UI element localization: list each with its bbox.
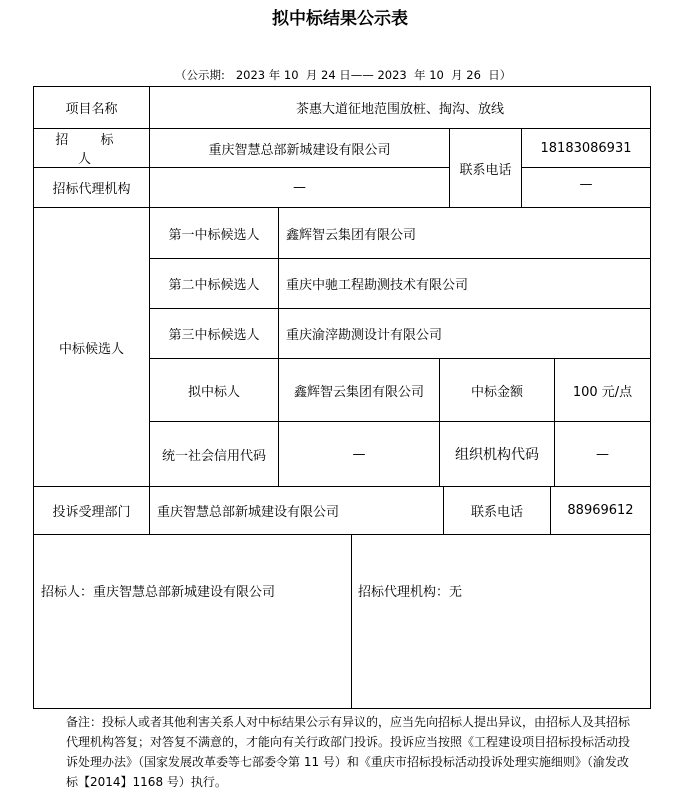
third-candidate-value: 重庆渝滓勘测设计有限公司 [286,328,443,343]
tenderer-label [34,129,149,167]
complaint-phone-value: 88969612 [567,503,634,518]
agency-value: — [293,180,306,195]
agency-signature: 招标代理机构：无 [358,584,463,600]
project-name-value: 茶惠大道征地范围放桩、掏沟、放线 [295,102,504,117]
project-name-label: 项目名称 [65,102,118,117]
credit-code-value: — [352,446,366,462]
page-title: 拟中标结果公示表 [272,9,408,29]
agency-phone-value: — [579,176,593,192]
contact-phone-value: 18183086931 [540,140,632,156]
tenderer-label-text: 招 标 人 [55,133,128,167]
tenderer-signature: 招标人：重庆智慧总部新城建设有限公司 [41,584,276,600]
amount-value: 100 元/点 [572,384,633,400]
winner-value: 鑫辉智云集团有限公司 [293,384,424,400]
third-candidate-label: 第三中标候选人 [168,328,260,343]
winner-label: 拟中标人 [187,384,240,400]
credit-code-label: 统一社会信用代码 [161,448,266,464]
complaint-dept-label: 投诉受理部门 [52,505,131,520]
org-code-value: — [596,446,609,462]
agency-label: 招标代理机构 [52,182,131,197]
table-border-bottom [33,708,651,709]
first-candidate-label: 第一中标候选人 [168,227,260,243]
tenderer-value: 重庆智慧总部新城建设有限公司 [208,142,391,158]
candidates-label: 中标候选人 [58,341,124,357]
contact-phone-label: 联系电话 [459,162,512,178]
second-candidate-label: 第二中标候选人 [168,278,260,293]
complaint-phone-label: 联系电话 [470,505,523,520]
first-candidate-value: 鑫辉智云集团有限公司 [286,227,417,243]
complaint-dept-value: 重庆智慧总部新城建设有限公司 [157,505,340,520]
publicity-period: （公示期: 2023 年 10 月 24 日—— 2023 年 10 月 26 日） [175,68,512,82]
remarks-note: 备注：投标人或者其他利害关系人对中标结果公示有异议的，应当先向招标人提出异议，由招标人及其招标代理机构答复；对答复不满意的，才能向有关行政部门投诉。投诉应当按照《工程建设项目招标投标活动投诉处理办法》（国家发展改革委等七部委令第 11 号）和《重庆市招标投标活动投诉处理实施细则》（渝发改标【2014】1168 号）执行。 [66,715,631,789]
table-border-right [650,86,651,709]
second-candidate-value: 重庆中驰工程勘测技术有限公司 [286,278,469,293]
amount-label: 中标金额 [470,384,523,400]
col-divider [351,534,352,709]
org-code-label: 组织机构代码 [455,447,539,463]
row-divider [33,534,651,535]
